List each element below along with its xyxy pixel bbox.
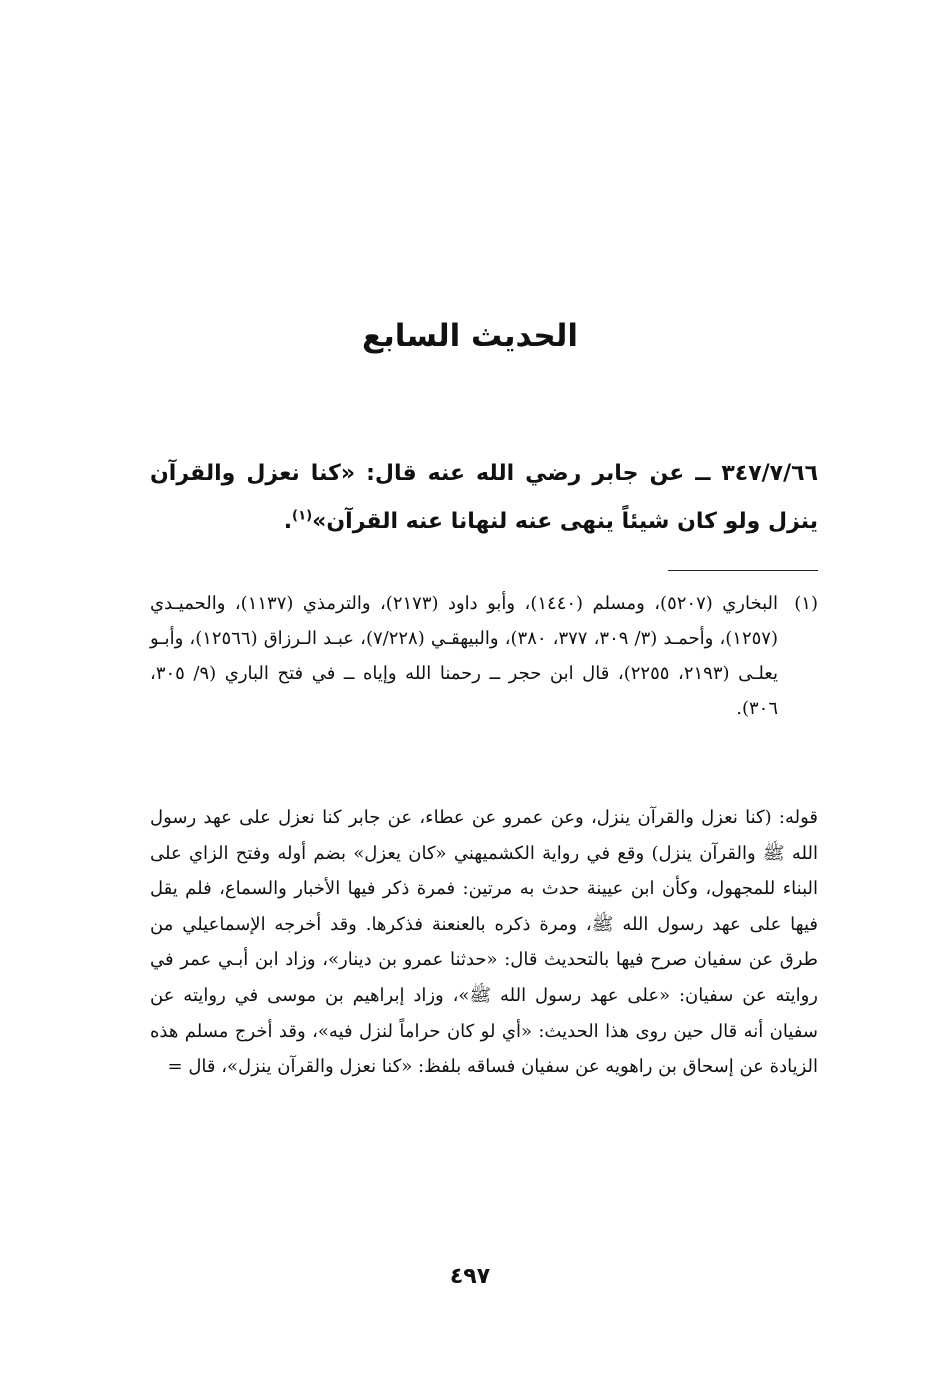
hadith-end-mark: . xyxy=(283,509,293,534)
page-number: ٤٩٧ xyxy=(449,1264,491,1289)
footnote xyxy=(150,586,818,726)
commentary-block xyxy=(150,800,818,1085)
hadith-paragraph xyxy=(150,450,818,546)
hadith-text-block xyxy=(150,450,818,546)
footnote-separator xyxy=(668,570,818,571)
commentary-text: قوله: (كنا نعزل والقرآن ينزل، وعن عمرو عن عطاء، عن جابر كنا نعزل على عهد رسول الله ﷺ والقرآن ينزل) وقع في رواية الكشميهني «كان يعزل» بضم أوله وفتح الزاي على البناء للمجهول، وكأن ابن عيينة حدث به مرتين: فمرة ذكر فيها الأخبار والسماع، فلم يقل فيها على عهد رسول الله ﷺ، ومرة ذكره بالعنعنة فذكرها. وقد أخرجه الإسماعيلي من طرق عن سفيان صرح فيها بالتحديث قال: «حدثنا عمرو بن دينار»، وزاد ابن أبـي عمر في روايته عن سفيان: «على عهد رسول الله ﷺ»، وزاد إبراهيم بن موسى في روايته عن سفيان أنه قال حين روى هذا الحديث: «أي لو كان حراماً لنزل فيه»، وقد أخرج مسلم هذه الزيادة عن إسحاق بن راهويه عن سفيان فساقه بلفظ: «كنا نعزل والقرآن ينزل»، قال = xyxy=(150,807,818,1078)
section-title: الحديث السابع xyxy=(361,318,579,354)
footnote-number: (١) xyxy=(794,593,818,614)
hadith-text: ٣٤٧/٧/٦٦ ــ عن جابر رضي الله عنه قال: «كنا نعزل والقرآن ينزل ولو كان شيئاً ينهى عنه لنهانا عنه القرآن» xyxy=(150,461,818,534)
footnote-text: البخاري (٥٢٠٧)، ومسلم (١٤٤٠)، وأبو داود (٢١٧٣)، والترمذي (١١٣٧)، والحميـدي (١٢٥٧)، وأحمـد (٣/ ٣٠٩، ٣٧٧، ٣٨٠)، والبيهقـي (٧/٢٢٨)، عبـد الـرزاق (١٢٥٦٦)، وأبـو يعلـى (٢١٩٣، ٢٢٥٥)، قال ابن حجر ــ رحمنا الله وإياه ــ في فتح الباري (٩/ ٣٠٥، ٣٠٦). xyxy=(150,593,779,719)
footnote-reference: (١) xyxy=(292,508,313,524)
